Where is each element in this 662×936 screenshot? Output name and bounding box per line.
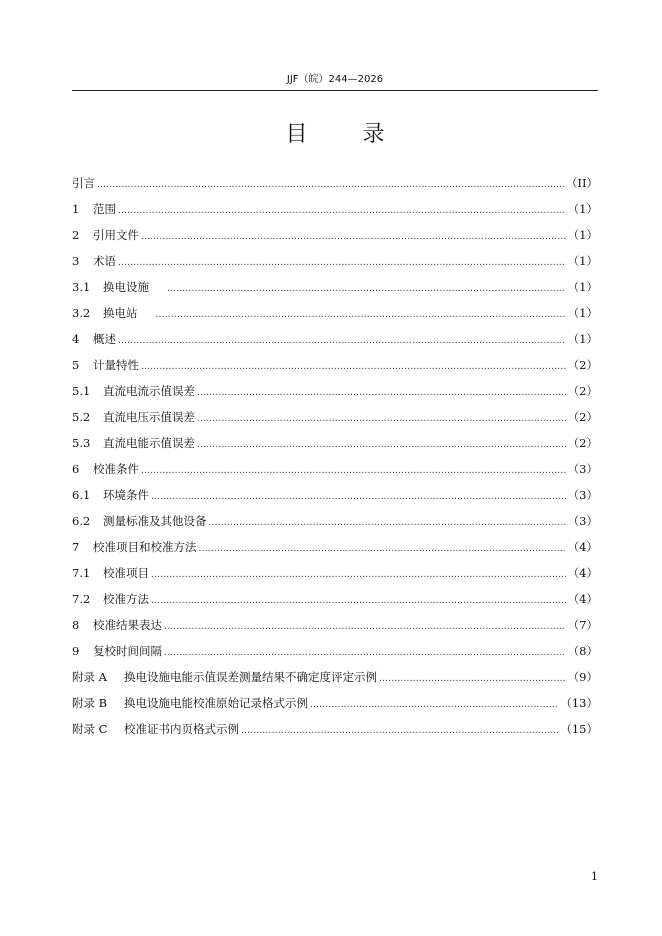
toc-leader-dots	[197, 432, 566, 456]
toc-entry-number: 3.2	[72, 306, 91, 320]
toc-leader-dots	[199, 536, 566, 560]
toc-entry-2[interactable]	[72, 224, 598, 250]
toc-entry-number: 2	[72, 228, 80, 242]
toc-entry-page: （3）	[567, 462, 598, 476]
toc-entry-title: 换电设施电能校准原始记录格式示例	[124, 696, 308, 710]
toc-entry-title: 校准项目和校准方法	[93, 540, 197, 554]
toc-entry-number: 9	[72, 644, 80, 658]
toc-leader-dots	[197, 406, 566, 430]
header-divider	[72, 90, 598, 91]
toc-entry-page: （4）	[567, 592, 598, 606]
toc-entry-title: 术语	[93, 254, 116, 268]
toc-leader-dots	[97, 172, 564, 196]
toc-entry-page: （3）	[567, 514, 598, 528]
toc-entry-number: 1	[72, 202, 80, 216]
toc-entry-page: （1）	[567, 332, 598, 346]
toc-entry-title: 校准结果表达	[93, 618, 162, 632]
toc-entry-page: （2）	[567, 384, 598, 398]
toc-entry-title: 复校时间间隔	[93, 644, 162, 658]
toc-leader-dots	[241, 718, 558, 742]
toc-leader-dots	[141, 354, 566, 378]
toc-entry-number: 5.1	[72, 384, 91, 398]
toc-entry-title: 校准证书内页格式示例	[124, 722, 239, 736]
toc-leader-dots	[151, 562, 566, 586]
toc-entry-title: 校准方法	[103, 592, 149, 606]
toc-leader-dots	[164, 614, 566, 638]
toc-entry-number: 附录 B	[72, 696, 108, 710]
toc-entry-number: 7.1	[72, 566, 91, 580]
toc-leader-dots	[209, 510, 566, 534]
toc-entry-6-2[interactable]	[72, 510, 598, 536]
toc-entry-title: 直流电流示值误差	[103, 384, 195, 398]
toc-entry-number: 5.3	[72, 436, 91, 450]
toc-entry-9[interactable]	[72, 640, 598, 666]
toc-leader-dots	[167, 276, 566, 300]
toc-entry-page: （1）	[567, 280, 598, 294]
toc-entry-title: 引言	[72, 176, 95, 190]
toc-entry-7-2[interactable]	[72, 588, 598, 614]
toc-entry-title: 范围	[93, 202, 116, 216]
toc-entry-page: （II）	[565, 176, 598, 190]
toc-entry-title: 校准条件	[93, 462, 139, 476]
toc-entry-number: 7.2	[72, 592, 91, 606]
toc-entry-page: （8）	[567, 644, 598, 658]
toc-entry-6-1[interactable]	[72, 484, 598, 510]
toc-entry-page: （3）	[567, 488, 598, 502]
toc-leader-dots	[141, 224, 566, 248]
toc-leader-dots	[118, 250, 566, 274]
toc-entry-title: 概述	[93, 332, 116, 346]
toc-entry-7-1[interactable]	[72, 562, 598, 588]
table-of-contents	[72, 172, 598, 744]
toc-leader-dots	[118, 328, 566, 352]
toc-entry-page: （15）	[560, 722, 598, 736]
toc-leader-dots	[151, 588, 566, 612]
toc-entry-number: 6.2	[72, 514, 91, 528]
toc-entry-page: （2）	[567, 358, 598, 372]
toc-entry-appendix-b[interactable]	[72, 692, 598, 718]
toc-entry-page: （1）	[567, 202, 598, 216]
toc-entry-title: 计量特性	[93, 358, 139, 372]
document-header-code: JJF（皖）244—2026	[286, 74, 384, 85]
toc-entry-page: （1）	[567, 228, 598, 242]
toc-entry-appendix-c[interactable]	[72, 718, 598, 744]
toc-entry-title: 引用文件	[93, 228, 139, 242]
toc-entry-3[interactable]	[72, 250, 598, 276]
toc-leader-dots	[141, 458, 566, 482]
toc-leader-dots	[156, 302, 566, 326]
toc-entry-number: 3	[72, 254, 80, 268]
toc-entry-5[interactable]	[72, 354, 598, 380]
toc-entry-title: 换电设施	[103, 280, 149, 294]
toc-entry-page: （2）	[567, 436, 598, 450]
toc-entry-number: 8	[72, 618, 80, 632]
toc-entry-page: （7）	[567, 618, 598, 632]
toc-entry-number: 5.2	[72, 410, 91, 424]
toc-entry-number: 附录 A	[72, 670, 107, 684]
toc-entry-5-2[interactable]	[72, 406, 598, 432]
toc-entry-6[interactable]	[72, 458, 598, 484]
page-title: 目 录	[285, 122, 409, 147]
toc-entry-number: 附录 C	[72, 722, 108, 736]
toc-entry-3-1[interactable]	[72, 276, 598, 302]
toc-entry-number: 7	[72, 540, 80, 554]
toc-leader-dots	[310, 692, 558, 716]
toc-entry-number: 6.1	[72, 488, 91, 502]
toc-entry-5-1[interactable]	[72, 380, 598, 406]
toc-entry-title: 校准项目	[103, 566, 149, 580]
toc-entry-page: （2）	[567, 410, 598, 424]
toc-entry-page: （13）	[560, 696, 598, 710]
toc-entry-title: 测量标准及其他设备	[103, 514, 207, 528]
toc-entry-title: 换电站	[103, 306, 138, 320]
toc-entry-title: 换电设施电能示值误差测量结果不确定度评定示例	[124, 670, 377, 684]
toc-entry-title: 直流电能示值误差	[103, 436, 195, 450]
toc-entry-number: 3.1	[72, 280, 91, 294]
toc-entry-5-3[interactable]	[72, 432, 598, 458]
toc-leader-dots	[118, 198, 566, 222]
page-number: 1	[591, 870, 598, 883]
toc-leader-dots	[379, 666, 566, 690]
toc-leader-dots	[151, 484, 566, 508]
toc-entry-page: （9）	[567, 670, 598, 684]
toc-entry-3-2[interactable]	[72, 302, 598, 328]
toc-entry-page: （4）	[567, 566, 598, 580]
toc-entry-number: 4	[72, 332, 80, 346]
toc-entry-appendix-a[interactable]	[72, 666, 598, 692]
toc-entry-introduction[interactable]	[72, 172, 598, 198]
toc-entry-1[interactable]	[72, 198, 598, 224]
toc-entry-title: 直流电压示值误差	[103, 410, 195, 424]
toc-entry-page: （1）	[567, 306, 598, 320]
toc-leader-dots	[164, 640, 566, 664]
toc-entry-8[interactable]	[72, 614, 598, 640]
toc-entry-4[interactable]	[72, 328, 598, 354]
toc-entry-title: 环境条件	[103, 488, 149, 502]
toc-leader-dots	[197, 380, 566, 404]
toc-entry-number: 5	[72, 358, 80, 372]
toc-entry-page: （4）	[567, 540, 598, 554]
toc-entry-page: （1）	[567, 254, 598, 268]
toc-entry-7[interactable]	[72, 536, 598, 562]
toc-entry-number: 6	[72, 462, 80, 476]
